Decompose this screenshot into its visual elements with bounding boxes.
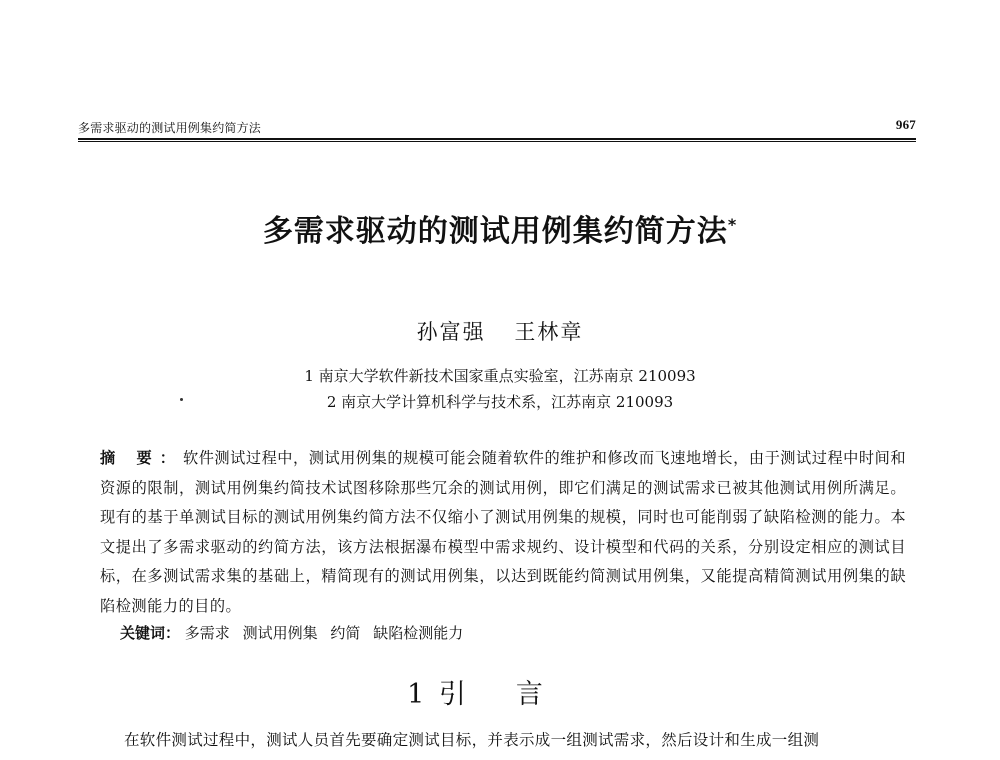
paper-title-text: 多需求驱动的测试用例集约简方法 bbox=[262, 214, 728, 249]
keywords-label: 关键词： bbox=[120, 624, 181, 642]
page-number: 967 bbox=[895, 117, 916, 132]
title-footnote-mark: * bbox=[727, 215, 738, 234]
header-rule-thin bbox=[78, 141, 916, 142]
author-name: 王林章 bbox=[514, 320, 584, 344]
author-list bbox=[0, 316, 1000, 346]
affiliation: 2 南京大学计算机科学与技术系，江苏南京 210093 bbox=[326, 393, 674, 411]
abstract bbox=[100, 444, 906, 621]
keyword: 约简 bbox=[330, 624, 361, 642]
abstract-label: 摘 要： bbox=[100, 449, 183, 467]
affiliation: 1 南京大学软件新技术国家重点实验室，江苏南京 210093 bbox=[304, 367, 696, 385]
body-paragraph: 在软件测试过程中，测试人员首先要确定测试目标，并表示成一组测试需求，然后设计和生成一组测 bbox=[124, 731, 820, 749]
abstract-text: 软件测试过程中，测试用例集的规模可能会随着软件的维护和修改而飞速地增长，由于测试过程中时间和资源的限制，测试用例集约简技术试图移除那些冗余的测试用例，即它们满足的测试需求已被其他测试用例所满足。现有的基于单测试目标的测试用例集约简方法不仅缩小了测试用例集的规模，同时也可能削弱了缺陷检测的能力。本文提出了多需求驱动的约简方法，该方法根据瀑布模型中需求规约、设计模型和代码的关系，分别设定相应的测试目标，在多测试需求集的基础上，精简现有的测试用例集，以达到既能约简测试用例集，又能提高精简测试用例集的缺陷检测能力的目的。 bbox=[100, 449, 907, 615]
keyword: 多需求 bbox=[184, 624, 230, 642]
header-rule-thick bbox=[78, 138, 916, 140]
keywords bbox=[120, 622, 900, 643]
section-heading bbox=[0, 672, 1000, 711]
author-name: 孙富强 bbox=[416, 320, 486, 344]
keyword: 缺陷检测能力 bbox=[373, 624, 464, 642]
running-header-title: 多需求驱动的测试用例集约简方法 bbox=[78, 121, 262, 135]
paper-title bbox=[0, 206, 1000, 250]
keyword: 测试用例集 bbox=[242, 624, 318, 642]
section-title: 引言 bbox=[438, 679, 593, 710]
section-number: 1 bbox=[407, 679, 425, 710]
